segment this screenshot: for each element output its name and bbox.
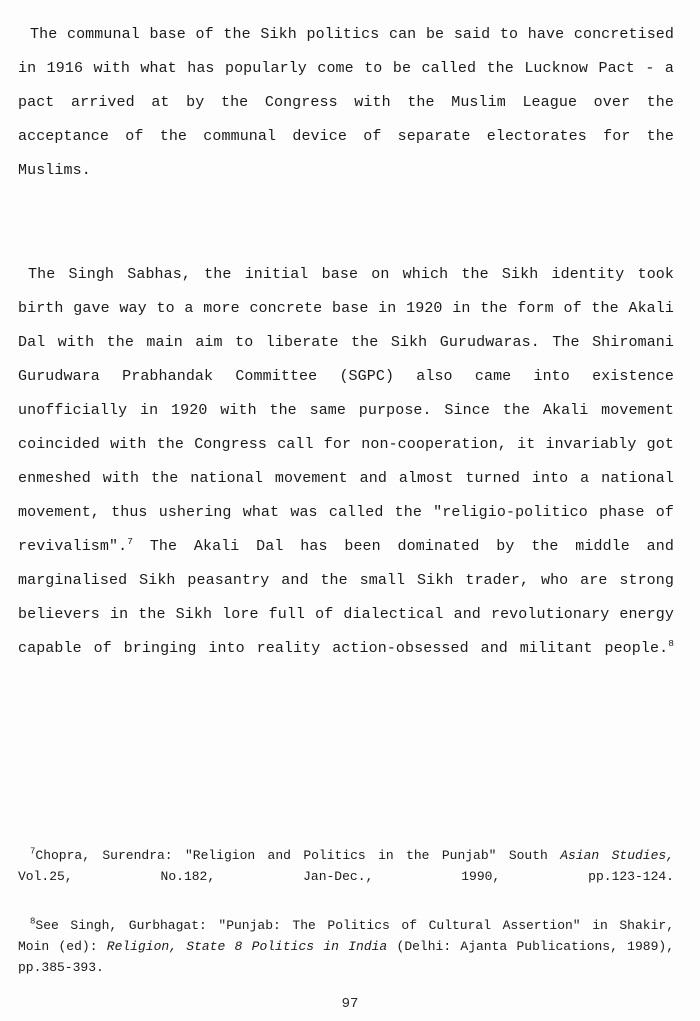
paragraph-2-segment-1: The Singh Sabhas, the initial base on which the Sikh identity took birth gave way to a more concrete base in 1920 in the form of the Akali Dal with the main aim to liberate the Sikh Gurudwaras. The Shiromani Gurudwara Prabhandak Committee (SGPC) also came into existence unofficially in 1920 with the same purpose. Since the Akali movement coincided with the Congress call for non-cooperation, it invariably got enmeshed with the national movement and almost turned into a national movement, thus ushering what was called the "religio-politico phase of revivalism". [18,266,674,555]
footnote-7-journal-title: Asian Studies, [560,848,675,863]
footnote-7-text-part-2: Vol.25, No.182, Jan-Dec., 1990, pp.123-124. [18,869,674,884]
page-number: 97 [341,996,359,1012]
paragraph-2-segment-2: The Akali Dal has been dominated by the middle and marginalised Sikh peasantry and the small Sikh trader, who are strong believers in the Sikh lore full of dialectical and revolutionary energy capable of bringing into reality action-obsessed and militant people. [18,538,674,657]
paragraph-spacer [18,222,674,258]
footnote-7-text-part-1: Chopra, Surendra: "Religion and Politics in the Punjab" South [35,848,561,863]
footnote-8-text-part-2: (Delhi: Ajanta Publications, 1989), pp.385-393. [18,939,674,975]
footnote-8-text-part-1: See Singh, Gurbhagat: "Punjab: The Politics of Cultural Assertion" in Shakir, Moin (ed): [18,918,674,954]
footnotes-section [18,845,674,999]
body-text-block [18,18,674,700]
paragraph-2 [18,258,674,700]
footnote-7-number: 7 [30,846,36,857]
footnote-8 [18,915,674,999]
footnote-8-number: 8 [30,916,36,927]
footnote-7 [18,845,674,908]
footnote-8-book-title: Religion, State 8 Politics in India [106,939,388,954]
paragraph-1: The communal base of the Sikh politics can be said to have concretised in 1916 with what has popularly come to be called the Lucknow Pact - a pact arrived at by the Congress with the Muslim League over the acceptance of the communal device of separate electorates for the Muslims. [18,26,674,179]
footnote-reference-7[interactable]: 7 [127,536,134,547]
footnote-reference-8[interactable]: 8 [668,638,674,649]
